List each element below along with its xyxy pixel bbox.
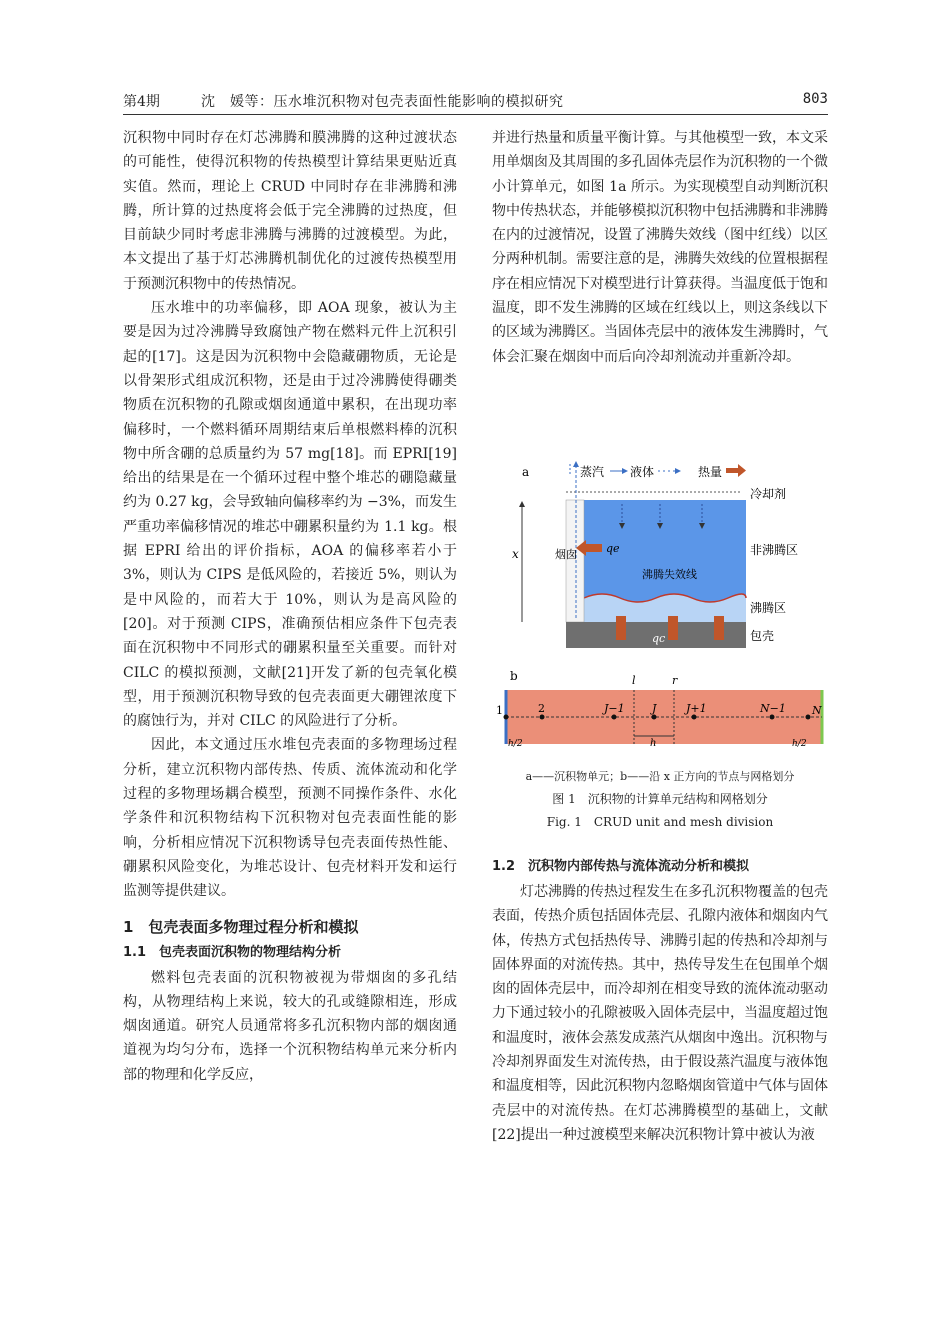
subsection-heading: 1.2 沉积物内部传热与流体流动分析和模拟 bbox=[492, 859, 750, 874]
legend-vapor: 蒸汽 bbox=[580, 465, 605, 479]
section-heading: 1 包壳表面多物理过程分析和模拟 bbox=[123, 917, 359, 936]
left-column bbox=[123, 126, 457, 1087]
qc-label: qc bbox=[652, 632, 666, 645]
h-label: h bbox=[650, 738, 657, 749]
legend-heat: 热量 bbox=[698, 465, 723, 479]
panel-b-label: b bbox=[510, 669, 518, 683]
paragraph: 沉积物中同时存在灯芯沸腾和膜沸腾的这种过渡状态的可能性，使得沉积物的传热模型计算结果更贴近真实值。然而，理论上 CRUD 中同时存在非沸腾和沸腾，所计算的过热度将会低于完全沸腾的过热度，但目前缺少同时考虑非沸腾与沸腾的过渡模型。为此，本文提出了基于灯芯沸腾机制优化的过渡传热模型用于预测沉积物中的传热情况。 bbox=[123, 130, 457, 292]
l-label: l bbox=[632, 674, 636, 687]
chimney bbox=[566, 500, 584, 622]
node-label: J bbox=[652, 702, 657, 715]
paragraph: 燃料包壳表面的沉积物被视为带烟囱的多孔结构，从物理结构上来说，较大的孔或缝隙相连，形成烟囱通道。研究人员通常将多孔沉积物内部的烟囱通道视为均匀分布，选择一个沉积物结构单元来分析内部的物理和化学反应， bbox=[123, 969, 457, 1083]
node bbox=[612, 715, 617, 720]
boiling-fail-line-label: 沸腾失效线 bbox=[642, 568, 697, 581]
figure-caption-en: Fig. 1 CRUD unit and mesh division bbox=[546, 815, 774, 829]
legend-liquid: 液体 bbox=[630, 465, 655, 479]
half-h-label: h/2 bbox=[508, 739, 523, 749]
legend-heat-arrowhead bbox=[738, 464, 746, 477]
node-label: J+1 bbox=[686, 702, 707, 715]
half-h-label: h/2 bbox=[792, 739, 807, 749]
paragraph: 灯芯沸腾的传热过程发生在多孔沉积物覆盖的包壳表面，传热介质包括固体壳层、孔隙内液体和烟囱内气体，传热方式包括热传导、沸腾引起的传热和冷却剂与固体界面的对流传热。其中，热传导发生在包围单个烟囱的固体壳层中，而冷却剂在相变导致的流体流动驱动力下通过较小的孔隙被吸入固体壳层中，当温度超过饱和温度时，液体会蒸发成蒸汽从烟囱中逸出。沉积物与冷却剂界面发生对流传热，由于假设蒸汽温度与液体饱和温度相等，因此沉积物内忽略烟囱管道中气体与固体壳层中的对流传热。在灯芯沸腾模型的基础上，文献[22]提出一种过渡模型来解决沉积物计算中被认为液 bbox=[492, 884, 828, 1143]
figure-subcaption: a——沉积物单元；b——沿 x 正方向的节点与网格划分 bbox=[525, 770, 795, 783]
subsection-heading: 1.1 包壳表面沉积物的物理结构分析 bbox=[123, 944, 342, 960]
node bbox=[540, 715, 545, 720]
node-label: N−1 bbox=[760, 702, 786, 715]
r-label: r bbox=[672, 674, 678, 687]
qe-arrow bbox=[586, 544, 602, 552]
legend-heat-arrow bbox=[726, 468, 738, 473]
node bbox=[692, 715, 697, 720]
non-boiling-label: 非沸腾区 bbox=[750, 543, 799, 557]
node bbox=[504, 715, 509, 720]
heat-arrow bbox=[714, 616, 724, 640]
paragraph: 并进行热量和质量平衡计算。与其他模型一致，本文采用单烟囱及其周围的多孔固体壳层作为沉积物的一个微小计算单元，如图 1a 所示。为实现模型自动判断沉积物中传热状态，并能够模拟沉积物中包括沸腾和非沸腾在内的过渡情况，设置了沸腾失效线（图中红线）以区分两种机制。需要注意的是，沸腾失效线的位置根据程序在相应情况下对模型进行计算获得。当温度低于饱和温度，即不发生沸腾的区域在红线以上，则这条线以下的区域为沸腾区。当固体壳层中的液体发生沸腾时，气体会汇聚在烟囱中而后向冷却剂流动并重新冷却。 bbox=[492, 130, 828, 365]
x-axis-label: x bbox=[512, 547, 519, 561]
page-number: 803 bbox=[802, 91, 828, 107]
coolant-label: 冷却剂 bbox=[750, 487, 787, 501]
paragraph: 因此，本文通过压水堆包壳表面的多物理场过程分析，建立沉积物内部传热、传质、流体流动和化学过程的多物理场耦合模型，预测不同操作条件、水化学条件和沉积物结构下沉积物对包壳表面性能的影响，分析相应情况下沉积物诱导包壳表面传热性能、硼累积风险变化，为堆芯设计、包壳材料开发和运行监测等提供建议。 bbox=[123, 737, 457, 900]
paragraph: 压水堆中的功率偏移，即 AOA 现象，被认为主要是因为过冷沸腾导致腐蚀产物在燃料元件上沉积引起的[17]。这是因为沉积物中会隐藏硼物质，无论是以骨架形式组成沉积物，还是由于过冷沸腾使得硼类物质在沉积物的孔隙或烟囱通道中累积，在出现功率偏移时，一个燃料循环周期结束后单根燃料棒的沉积物中所含硼的总质量约为 57 mg[18]。而 EPRI[19] 给出的结果是在一个循环过程中整个堆芯的硼隐藏量约为 0.27 kg，会导致轴向偏移率约为 −3%，而发生严重功率偏移情况的堆芯中硼累积量约为 1.1 kg。根据 EPRI 给出的评价指标，AOA 的偏移率若小于 3%，则认为 CIPS 是低风险的，若接近 5%，则认为是中风险的，而若大于 10%，则认为是高风险的[20]。对于预测 CIPS，准确预估相应条件下包壳表面在沉积物中不同形式的硼累积量至关重要。而针对 CILC 的模拟预测，文献[21]开发了新的包壳氧化模型，用于预测沉积物导致的包壳表面更大硼锂浓度下的腐蚀行为，并对 CILC 的风险进行了分析。 bbox=[123, 300, 457, 730]
heat-arrow bbox=[668, 616, 678, 640]
chimney-label: 烟囱 bbox=[555, 548, 577, 561]
node-label: 2 bbox=[538, 702, 545, 715]
heat-arrow bbox=[616, 616, 626, 640]
qe-label: qe bbox=[606, 542, 620, 555]
boiling-zone-label: 沸腾区 bbox=[750, 601, 787, 615]
running-title: 沈 媛等：压水堆沉积物对包壳表面性能影响的模拟研究 bbox=[201, 94, 564, 110]
right-column-lower bbox=[492, 856, 828, 1147]
node-label: J−1 bbox=[604, 702, 625, 715]
node-label: 1 bbox=[496, 704, 503, 717]
running-header bbox=[123, 88, 828, 115]
node bbox=[770, 715, 775, 720]
panel-a-label: a bbox=[522, 465, 530, 479]
issue-number: 第4期 bbox=[123, 94, 160, 110]
node bbox=[652, 715, 657, 720]
node-label: N bbox=[812, 704, 822, 717]
right-column bbox=[492, 126, 828, 369]
figure-caption-cn: 图 1 沉积物的计算单元结构和网格划分 bbox=[552, 792, 768, 806]
cladding-label: 包壳 bbox=[750, 629, 775, 643]
node bbox=[806, 715, 811, 720]
